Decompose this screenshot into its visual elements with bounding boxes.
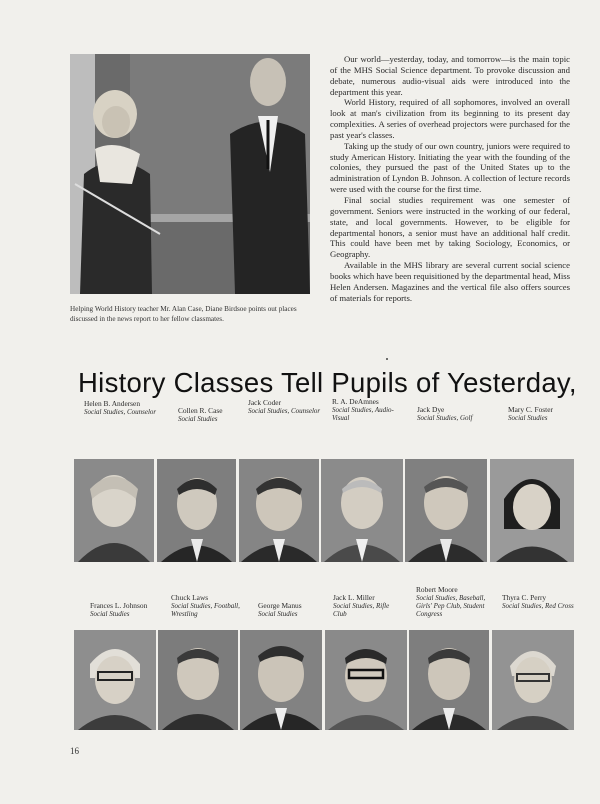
faculty-label <box>84 399 162 416</box>
faculty-name: Helen B. Andersen <box>84 399 141 408</box>
faculty-portrait <box>239 459 319 562</box>
faculty-title: Social Studies <box>178 415 218 423</box>
faculty-title: Social Studies, Golf <box>417 414 473 422</box>
faculty-label <box>258 601 324 618</box>
faculty-portrait <box>490 459 574 562</box>
faculty-name: Thyra C. Perry <box>502 593 547 602</box>
faculty-title: Social Studies, Baseball, Girls' Pep Club, Student Congress <box>416 594 486 618</box>
page-headline: History Classes Tell Pupils of Yesterday, <box>78 367 577 398</box>
faculty-portrait <box>405 459 487 562</box>
faculty-portrait <box>409 630 489 730</box>
faculty-portrait <box>240 630 322 730</box>
faculty-label <box>171 593 243 618</box>
decorative-dot <box>386 358 388 360</box>
faculty-name: Collen R. Case <box>178 406 223 415</box>
classroom-photo <box>70 54 310 294</box>
faculty-portrait <box>158 630 238 730</box>
faculty-label <box>502 593 574 610</box>
faculty-name: Jack L. Miller <box>333 593 375 602</box>
faculty-title: Social Studies <box>258 610 298 618</box>
faculty-label <box>508 405 574 422</box>
faculty-portrait <box>74 630 156 730</box>
faculty-label <box>332 397 408 422</box>
faculty-portrait <box>325 630 407 730</box>
faculty-name: R. A. DeAmnes <box>332 397 379 406</box>
paragraph: Our world—yesterday, today, and tomorrow—is the main topic of the MHS Social Science department. To provoke discussion and debate, numerous audio-visual aids were introduced into the department this year. <box>330 54 570 97</box>
faculty-name: George Manus <box>258 601 302 610</box>
faculty-title: Social Studies, Counselor <box>248 407 321 415</box>
faculty-portrait <box>157 459 236 562</box>
faculty-title: Social Studies <box>90 610 130 618</box>
faculty-portrait <box>492 630 574 730</box>
paragraph: World History, required of all sophomores, involved an overall look at man's civilization from its beginning to its present day complexities. A series of overhead projectors were purchased for the past year's classes. <box>330 97 570 140</box>
faculty-title: Social Studies, Counselor <box>84 408 157 416</box>
article-body <box>330 54 570 303</box>
faculty-label <box>90 601 160 618</box>
faculty-name: Jack Coder <box>248 398 282 407</box>
paragraph: Final social studies requirement was one semester of government. Seniors were instructed in the working of our federal, state, and local governments. However, to be eligible for departmental honors, a senior must have an additional half credit. This could have been met by taking Sociology, Economics, or Geography. <box>330 194 570 260</box>
paragraph: Available in the MHS library are several current social science books which have been requisitioned by the departmental head, Miss Helen Andersen. Magazines and the vertical file also offers sources of materials for reports. <box>330 260 570 303</box>
faculty-label <box>416 585 496 618</box>
photo-caption: Helping World History teacher Mr. Alan Case, Diane Birdsoe points out places discussed in the news report to her fellow classmates. <box>70 305 297 323</box>
faculty-label <box>178 406 250 423</box>
faculty-title: Social Studies, Audio-Visual <box>332 406 394 422</box>
faculty-portrait <box>74 459 154 562</box>
faculty-name: Robert Moore <box>416 585 458 594</box>
faculty-label <box>417 405 491 422</box>
faculty-portrait <box>321 459 403 562</box>
faculty-title: Social Studies, Rifle Club <box>333 602 390 618</box>
faculty-title: Social Studies, Red Cross <box>502 602 574 610</box>
paragraph: Taking up the study of our own country, juniors were required to study American History. Initiating the year with the founding of the colonies, they pursued the past of the United States up to the administration of Lyndon B. Johnson. A collection of lecture records were used with the course for the first time. <box>330 140 570 195</box>
faculty-name: Chuck Laws <box>171 593 209 602</box>
faculty-title: Social Studies <box>508 414 548 422</box>
faculty-name: Frances L. Johnson <box>90 601 148 610</box>
faculty-name: Jack Dye <box>417 405 445 414</box>
faculty-name: Mary C. Foster <box>508 405 553 414</box>
faculty-label <box>248 398 322 415</box>
page-number: 16 <box>70 746 79 756</box>
faculty-label <box>333 593 403 618</box>
faculty-title: Social Studies, Football, Wrestling <box>171 602 240 618</box>
